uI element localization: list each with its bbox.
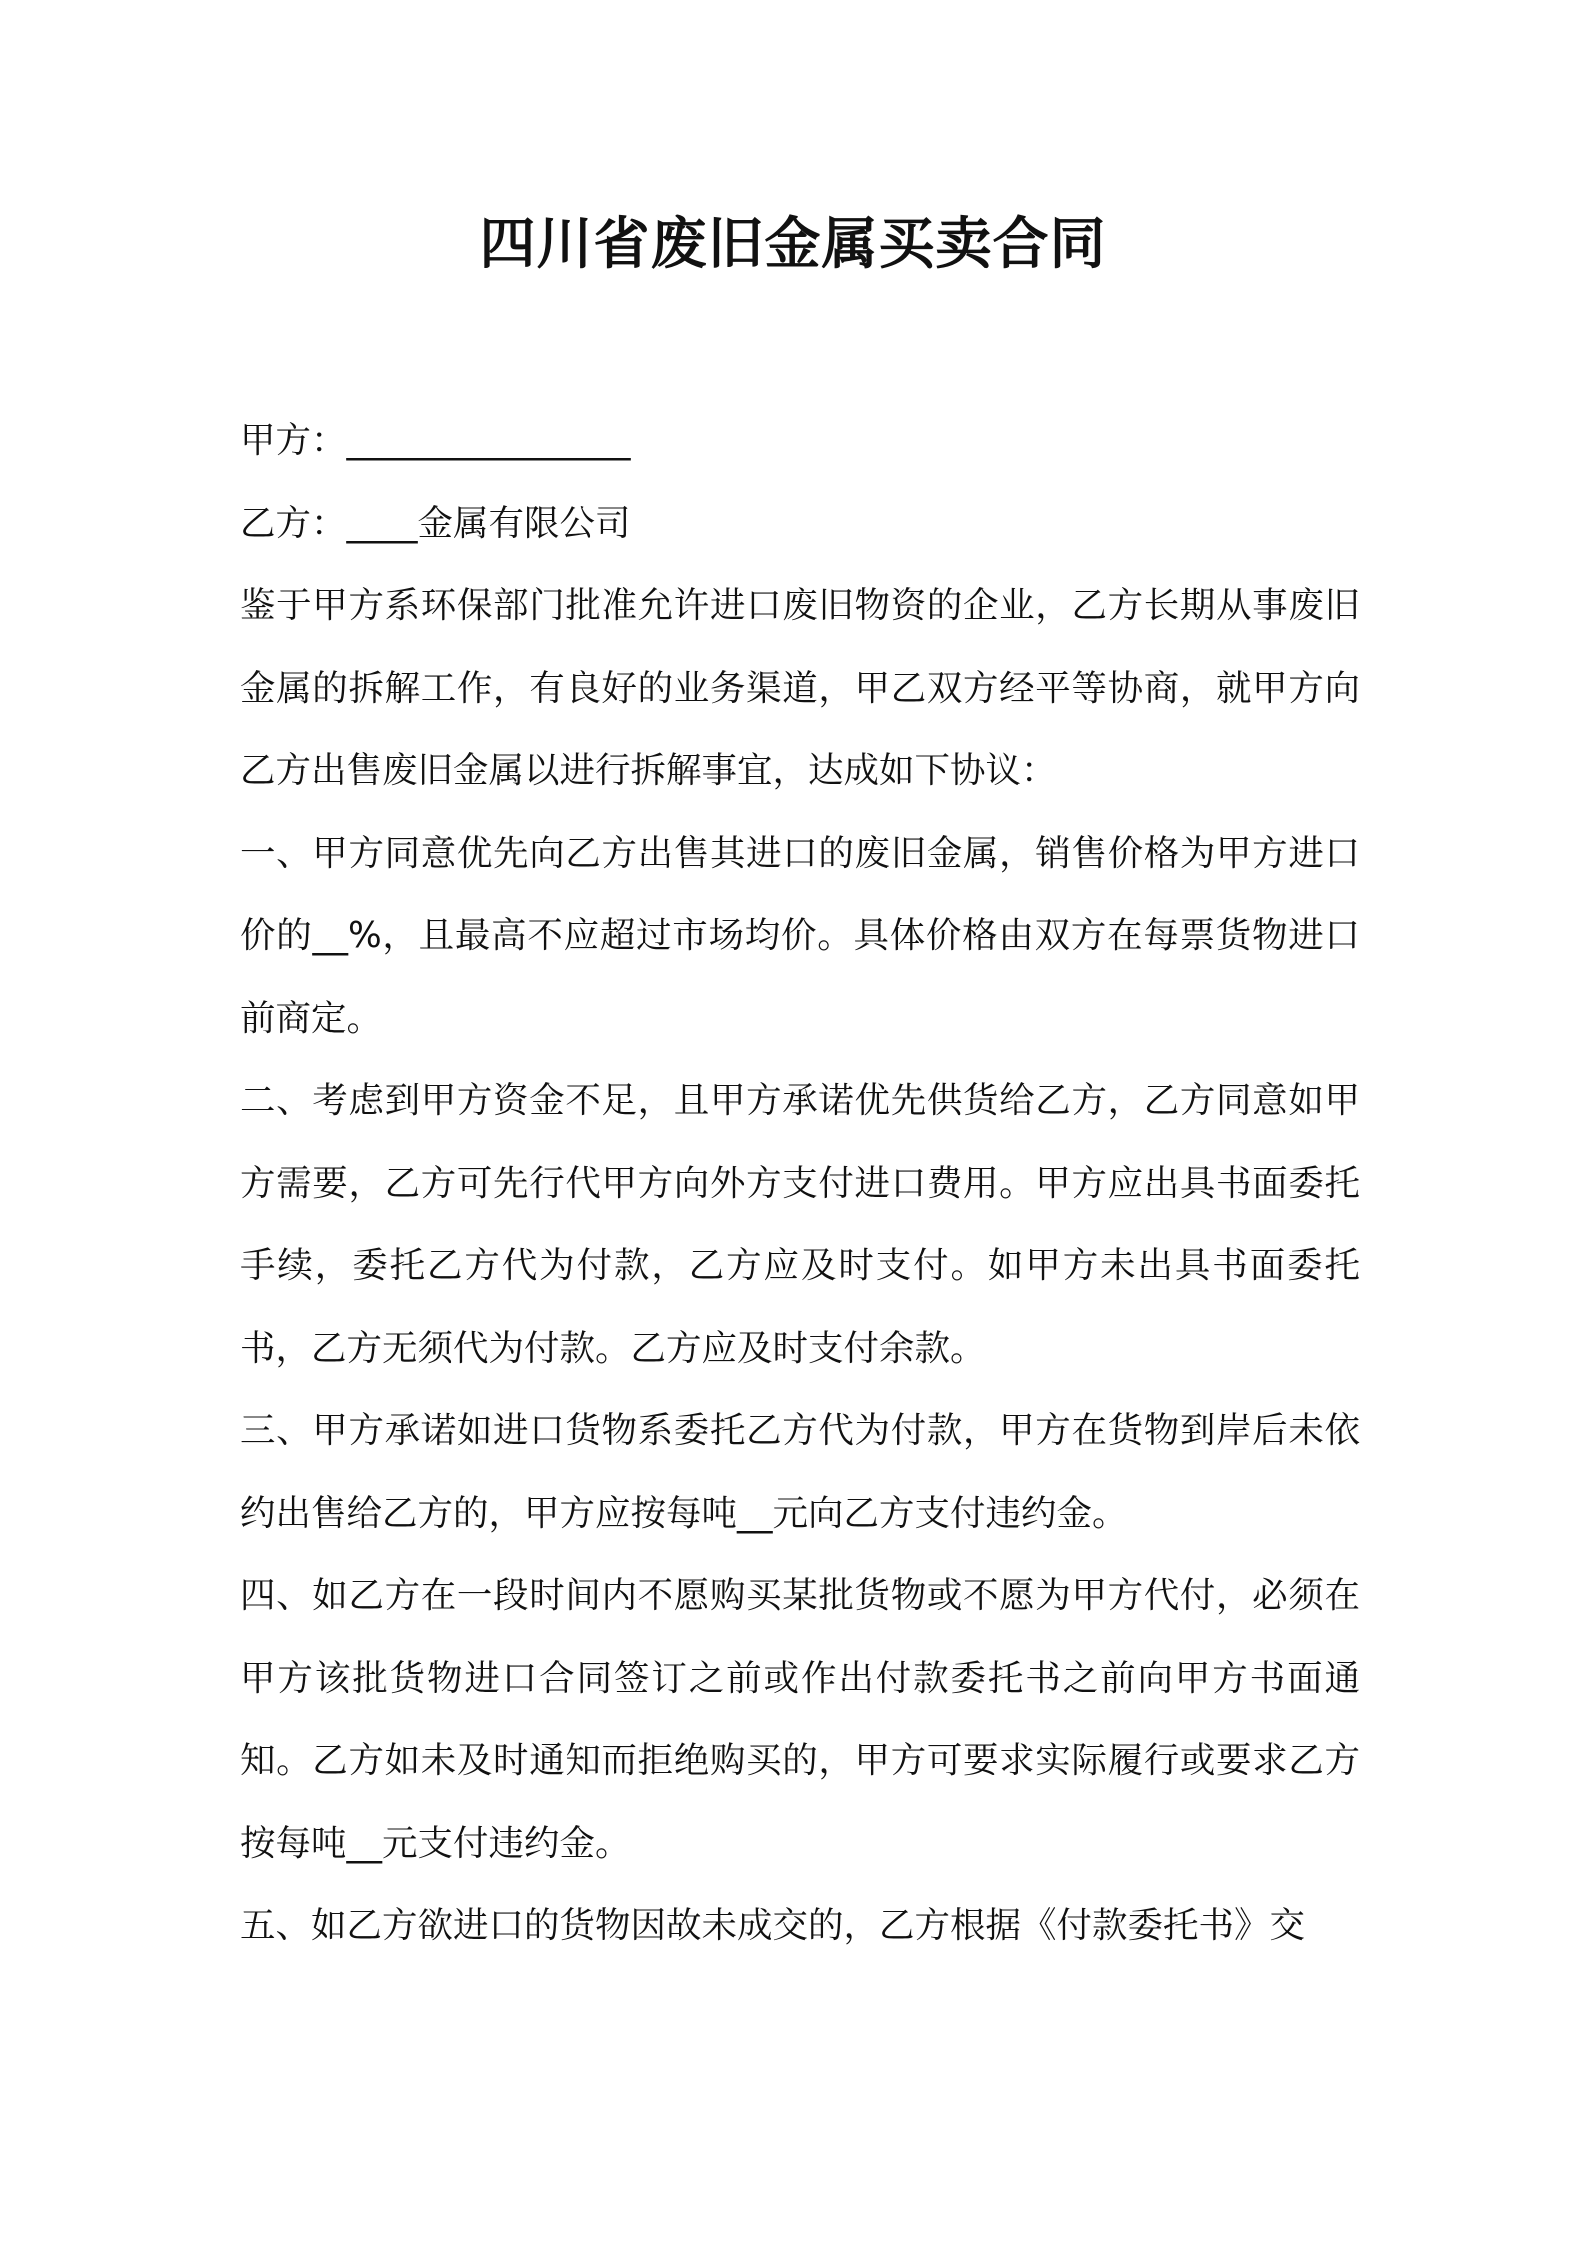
contract-body xyxy=(240,400,1360,1968)
clause-5: 五、如乙方欲进口的货物因故未成交的，乙方根据《付款委托书》交 xyxy=(240,1905,1306,1946)
preamble-paragraph: 鉴于甲方系环保部门批准允许进口废旧物资的企业，乙方长期从事废旧金属的拆解工作，有良好的业务渠道，甲乙双方经平等协商，就甲方向乙方出售废旧金属以进行拆解事宜，达成如下协议： xyxy=(240,585,1360,791)
clause-2: 二、考虑到甲方资金不足，且甲方承诺优先供货给乙方，乙方同意如甲方需要，乙方可先行代甲方向外方支付进口费用。甲方应出具书面委托手续，委托乙方代为付款，乙方应及时支付。如甲方未出具书面委托书，乙方无须代为付款。乙方应及时支付余款。 xyxy=(240,1080,1360,1369)
document-title: 四川省废旧金属买卖合同 xyxy=(479,212,1107,277)
clause-1: 一、甲方同意优先向乙方出售其进口的废旧金属，销售价格为甲方进口价的__%，且最高不应超过市场均价。具体价格由双方在每票货物进口前商定。 xyxy=(240,832,1360,1039)
clause-3: 三、甲方承诺如进口货物系委托乙方代为付款，甲方在货物到岸后未依约出售给乙方的，甲方应按每吨__元向乙方支付违约金。 xyxy=(240,1410,1360,1534)
party-b-line: 乙方：____金属有限公司 xyxy=(240,502,631,544)
clause-4: 四、如乙方在一段时间内不愿购买某批货物或不愿为甲方代付，必须在甲方该批货物进口合同签订之前或作出付款委托书之前向甲方书面通知。乙方如未及时通知而拒绝购买的，甲方可要求实际履行或要求乙方按每吨__元支付违约金。 xyxy=(240,1575,1360,1864)
party-a-line: 甲方：________________ xyxy=(240,420,631,461)
